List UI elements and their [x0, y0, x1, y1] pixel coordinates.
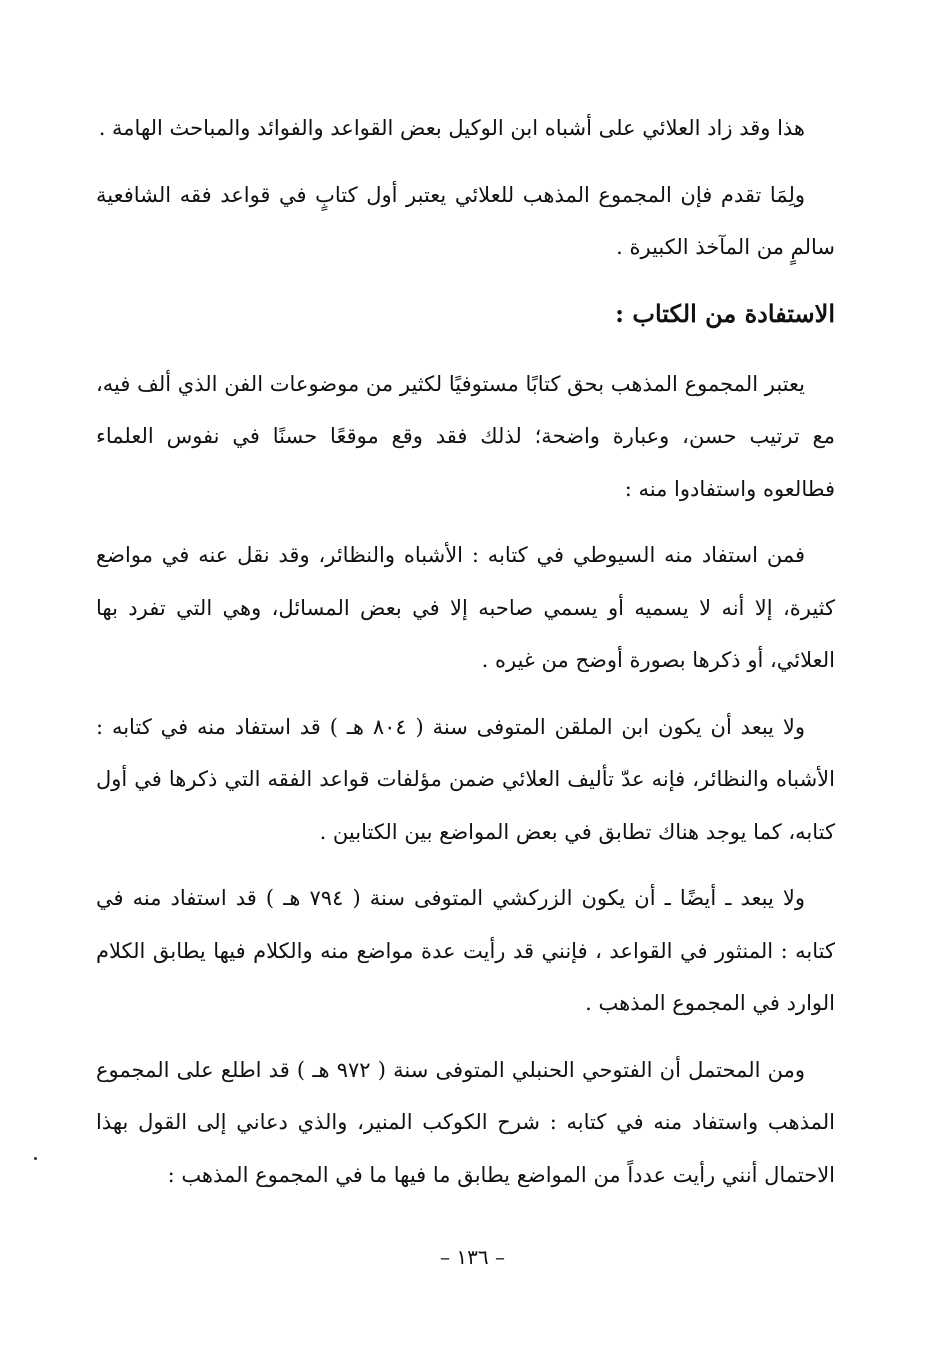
- body-text: [96, 102, 835, 1215]
- page-number: – ١٣٦ –: [440, 1245, 505, 1269]
- paragraph-suyuti: فمن استفاد منه السيوطي في كتابه : الأشباه والنظائر، وقد نقل عنه في مواضع كثيرة، إلا أنه لا يسميه أو يسمي صاحبه إلا في بعض المسائل، وهي التي تفرد بها العلائي، أو ذكرها بصورة أوضح من غيره .: [96, 543, 835, 672]
- scan-speck: [34, 1157, 37, 1160]
- section-heading: الاستفادة من الكتاب :: [615, 298, 835, 328]
- paragraph-futuhi: ومن المحتمل أن الفتوحي الحنبلي المتوفى سنة ( ٩٧٢ هـ ) قد اطلع على المجموع المذهب واستفاد منه في كتابه : شرح الكوكب المنير، والذي دعاني إلى القول بهذا الاحتمال أنني رأيت عدداً من المواضع يطابق ما فيها ما في المجموع المذهب :: [96, 1057, 835, 1187]
- paragraph-zarkashi: ولا يبعد ـ أيضًا ـ أن يكون الزركشي المتوفى سنة ( ٧٩٤ هـ ) قد استفاد منه في كتابه : المنثور في القواعد ، فإنني قد رأيت عدة مواضع منه والكلام فيها يطابق الكلام الوارد في المجموع المذهب .: [96, 886, 835, 1015]
- paragraph-book-value: يعتبر المجموع المذهب بحق كتابًا مستوفيًا لكثير من موضوعات الفن الذي ألف فيه، مع ترتيب حسن، وعبارة واضحة؛ لذلك فقد وقع موقعًا حسنًا في نفوس العلماء فطالعوه واستفادوا منه :: [96, 371, 835, 501]
- paragraph-alalai-additions: هذا وقد زاد العلائي على أشباه ابن الوكيل بعض القواعد والفوائد والمباحث الهامة .: [98, 116, 805, 140]
- paragraph-ibn-mulaqqin: ولا يبعد أن يكون ابن الملقن المتوفى سنة ( ٨٠٤ هـ ) قد استفاد منه في كتابه : الأشباه والنظائر، فإنه عدّ تأليف العلائي ضمن مؤلفات قواعد الفقه التي ذكرها في أول كتابه، كما يوجد هناك تطابق في بعض المواضع بين الكتابين .: [96, 714, 835, 844]
- paragraph-first-book: ولِمَا تقدم فإن المجموع المذهب للعلائي يعتبر أول كتابٍ في قواعد فقه الشافعية سالمٍ من المآخذ الكبيرة .: [96, 182, 835, 259]
